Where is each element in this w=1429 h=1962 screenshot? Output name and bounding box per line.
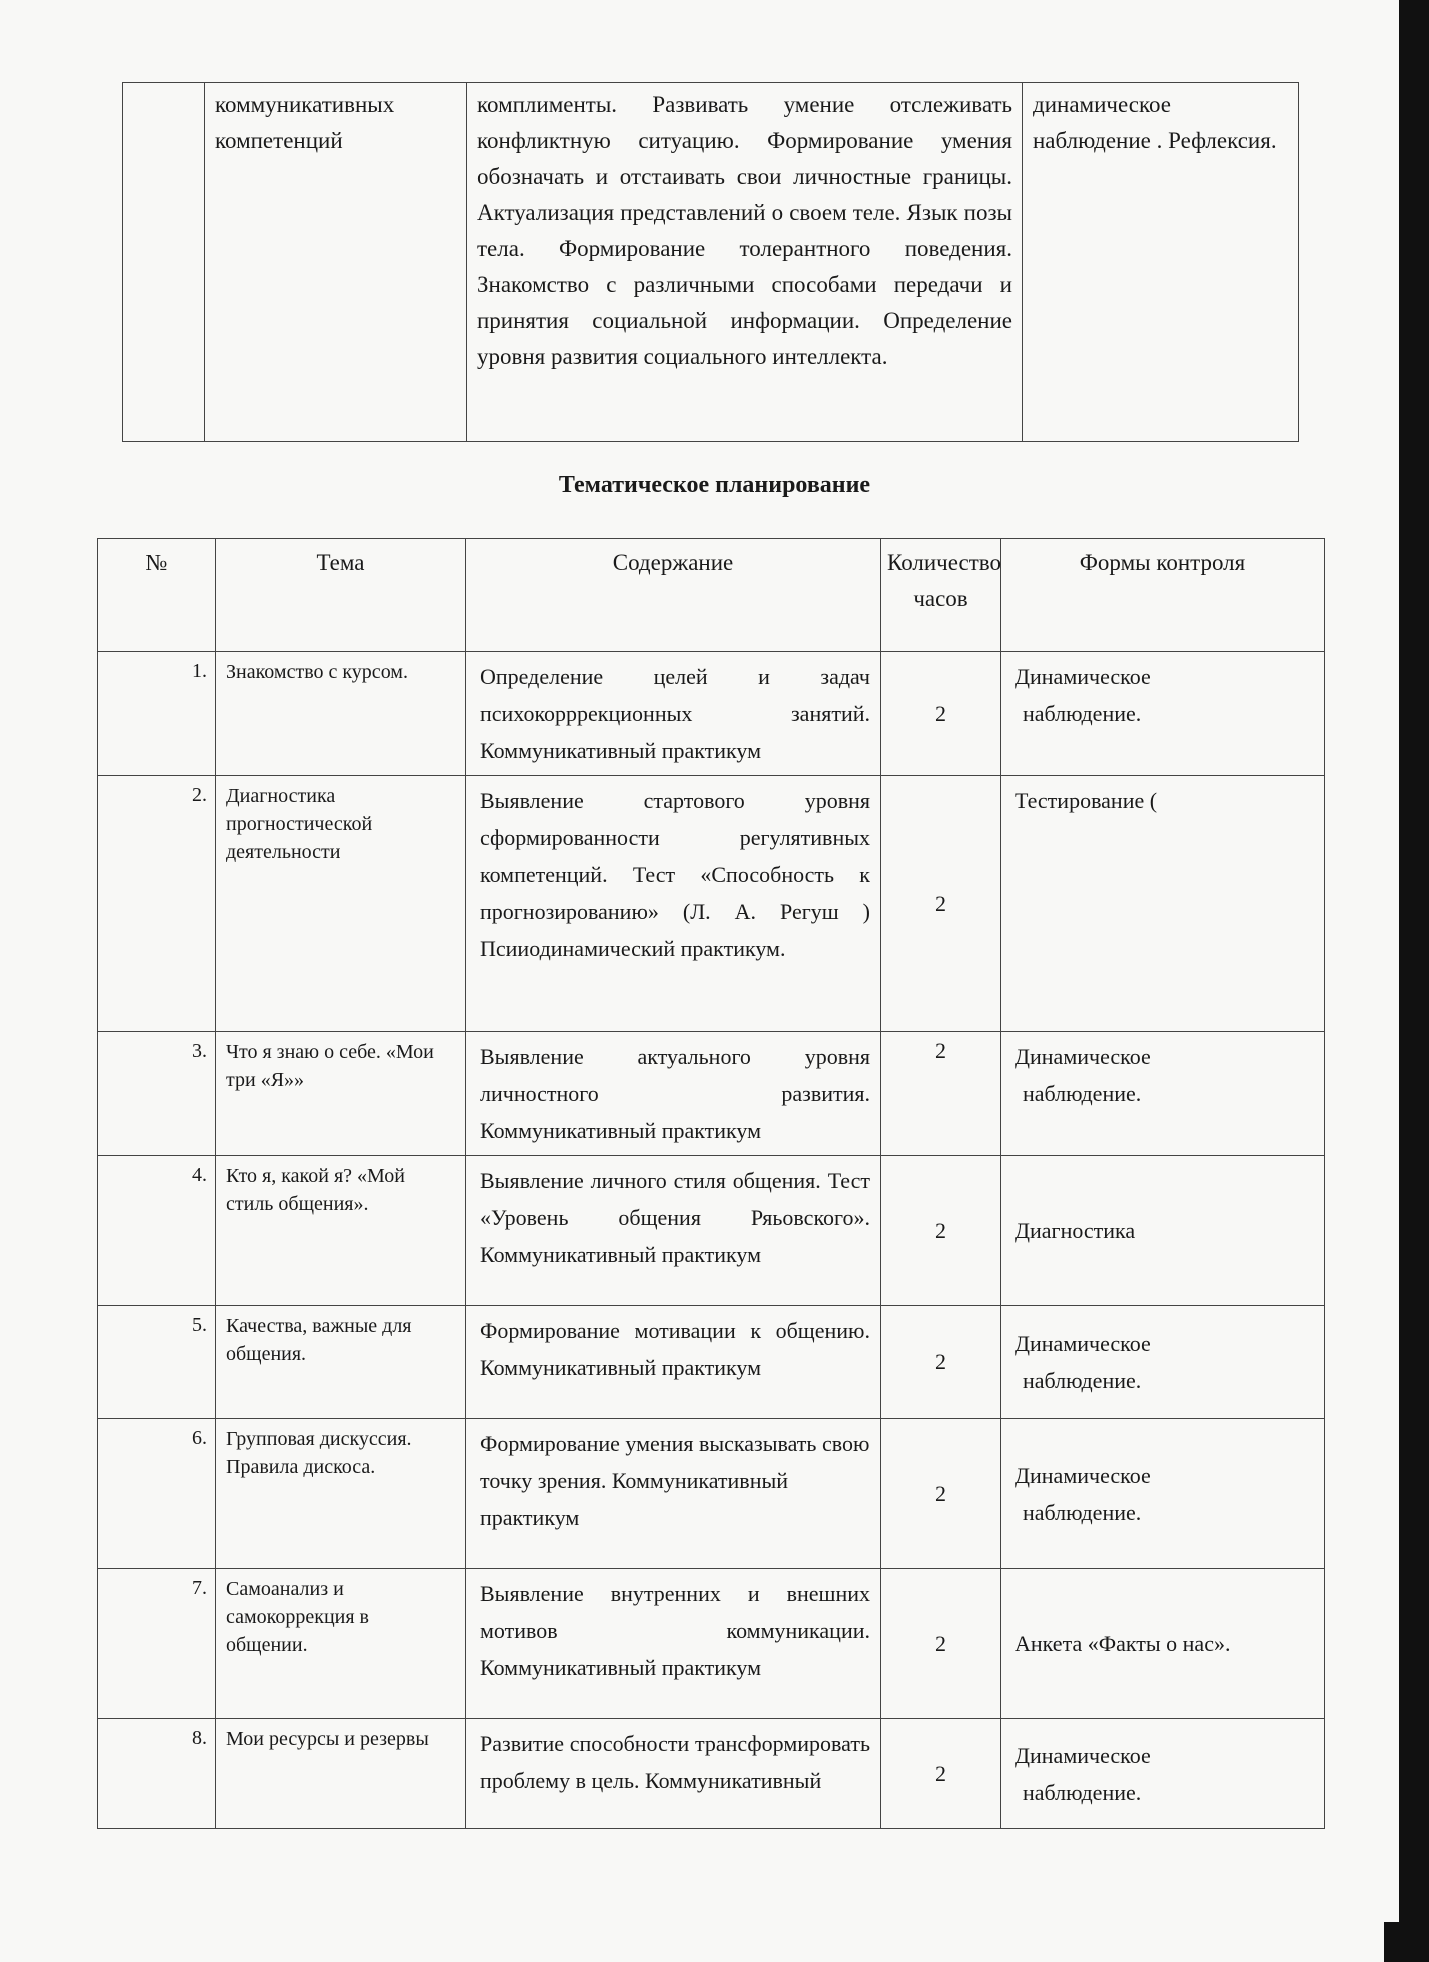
control-line: Диагностика	[1015, 1218, 1136, 1243]
header-topic: Тема	[216, 539, 466, 652]
row-hours: 2	[881, 1306, 1001, 1419]
row-content: Выявление личного стиля общения. Тест «Уровень общения Ряьовского». Коммуникативный практикум	[466, 1156, 881, 1306]
row-control	[1001, 1419, 1325, 1569]
row-content: Выявление стартового уровня сформированности регулятивных компетенций. Тест «Способность к прогнозированию» (Л. А. Регуш ) Псииодинамический практикум.	[466, 776, 881, 1032]
header-number: №	[98, 539, 216, 652]
table-row	[98, 1032, 1325, 1156]
row-control	[1001, 1719, 1325, 1829]
control-line: наблюдение.	[1023, 1779, 1142, 1805]
row-topic: Знакомство с курсом.	[216, 652, 466, 776]
control-line: наблюдение.	[1023, 1368, 1142, 1393]
row-hours: 2	[881, 1719, 1001, 1829]
row-control	[1001, 1032, 1325, 1156]
row-content: Развитие способности трансформировать проблему в цель. Коммуникативный	[466, 1719, 881, 1829]
row-control	[1001, 1306, 1325, 1419]
control-line: Динамическое	[1015, 664, 1151, 689]
header-control: Формы контроля	[1001, 539, 1325, 652]
row-hours: 2	[881, 1032, 1001, 1156]
header-hours: Количество часов	[881, 539, 1001, 652]
control-line: Динамическое	[1015, 1742, 1151, 1768]
control-line: наблюдение.	[1023, 1499, 1142, 1525]
control-line: Тестирование (	[1015, 788, 1158, 813]
row-topic: Диагностика прогностической деятельности	[216, 776, 466, 1032]
row-content: Выявление актуального уровня личностного развития. Коммуникативный практикум	[466, 1032, 881, 1156]
cell-number	[123, 83, 205, 442]
row-number: 3.	[98, 1032, 216, 1156]
row-hours: 2	[881, 652, 1001, 776]
row-control	[1001, 1569, 1325, 1719]
table-row	[98, 776, 1325, 1032]
control-line: Динамическое	[1015, 1044, 1151, 1069]
row-content: Формирование умения высказывать свою точку зрения. Коммуникативный практикум	[466, 1419, 881, 1569]
row-control	[1001, 776, 1325, 1032]
control-line: Динамическое	[1015, 1331, 1151, 1356]
table-row	[98, 1306, 1325, 1419]
control-line: наблюдение.	[1023, 1081, 1142, 1106]
header-content: Содержание	[466, 539, 881, 652]
row-content: Определение целей и задач психокорррекционных занятий. Коммуникативный практикум	[466, 652, 881, 776]
table-header-row	[98, 539, 1325, 652]
row-number: 1.	[98, 652, 216, 776]
row-number: 4.	[98, 1156, 216, 1306]
control-line: наблюдение.	[1023, 701, 1142, 726]
row-number: 2.	[98, 776, 216, 1032]
table-row	[98, 1719, 1325, 1829]
cell-topic: коммуникативных компетенций	[205, 83, 467, 442]
row-number: 5.	[98, 1306, 216, 1419]
row-hours: 2	[881, 1419, 1001, 1569]
row-control	[1001, 1156, 1325, 1306]
row-content: Выявление внутренних и внешних мотивов коммуникации. Коммуникативный практикум	[466, 1569, 881, 1719]
table-row	[98, 652, 1325, 776]
continuation-table	[122, 82, 1299, 442]
row-hours: 2	[881, 1569, 1001, 1719]
scan-corner-mark	[1384, 1922, 1429, 1962]
row-number: 7.	[98, 1569, 216, 1719]
row-number: 6.	[98, 1419, 216, 1569]
thematic-planning-table	[97, 538, 1325, 1829]
row-topic: Самоанализ и самокоррекция в общении.	[216, 1569, 466, 1719]
row-number: 8.	[98, 1719, 216, 1829]
row-hours: 2	[881, 776, 1001, 1032]
row-topic: Качества, важные для общения.	[216, 1306, 466, 1419]
row-topic: Что я знаю о себе. «Мои три «Я»»	[216, 1032, 466, 1156]
row-topic: Групповая дискуссия. Правила дискоса.	[216, 1419, 466, 1569]
scan-edge-shadow	[1399, 0, 1429, 1962]
section-title: Тематическое планирование	[558, 472, 871, 498]
table-row	[123, 83, 1299, 442]
table-row	[98, 1419, 1325, 1569]
row-topic: Кто я, какой я? «Мой стиль общения».	[216, 1156, 466, 1306]
cell-control: динамическое наблюдение . Рефлексия.	[1023, 83, 1299, 442]
table-row	[98, 1569, 1325, 1719]
control-line: Анкета «Факты о нас».	[1015, 1631, 1231, 1656]
row-topic: Мои ресурсы и резервы	[216, 1719, 466, 1829]
table-row	[98, 1156, 1325, 1306]
row-content: Формирование мотивации к общению. Коммуникативный практикум	[466, 1306, 881, 1419]
row-hours: 2	[881, 1156, 1001, 1306]
row-control	[1001, 652, 1325, 776]
cell-content: комплименты. Развивать умение отслеживать конфликтную ситуацию. Формирование умения обозначать и отстаивать свои личностные границы. Актуализация представлений о своем теле. Язык позы тела. Формирование толерантного поведения. Знакомство с различными способами передачи и принятия социальной информации. Определение уровня развития социального интеллекта.	[467, 83, 1023, 442]
control-line: Динамическое	[1015, 1462, 1151, 1488]
